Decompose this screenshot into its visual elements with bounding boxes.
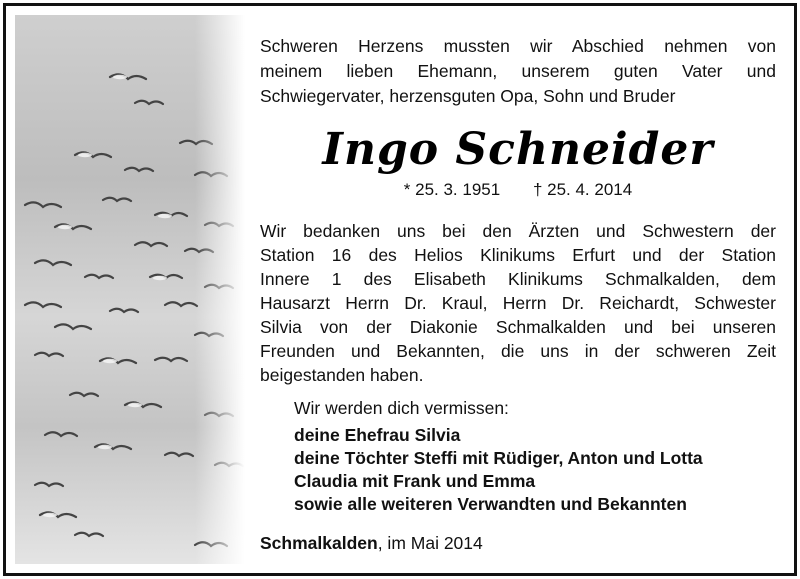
birth-date: * 25. 3. 1951 (403, 180, 501, 199)
place-date (260, 533, 483, 554)
seagulls-photo (15, 15, 245, 564)
thanks-line: Innere 1 des Elisabeth Klinikums Schmalkalden, dem (260, 269, 776, 289)
intro-line: Schwiegervater, herzensguten Opa, Sohn und Bruder (260, 86, 676, 106)
thanks-line: Freunden und Bekannten, die uns in der schweren Zeit (260, 341, 776, 361)
life-dates (260, 180, 776, 200)
deceased-name: Ingo Schneider (322, 124, 714, 175)
intro-line: Schweren Herzens mussten wir Abschied nehmen von (260, 36, 776, 56)
obituary-notice (3, 3, 797, 576)
signatures (294, 424, 703, 516)
signature-line: deine Ehefrau Silvia (294, 425, 461, 445)
place-name: Schmalkalden (260, 533, 378, 553)
signature-line: Claudia mit Frank und Emma (294, 471, 536, 491)
signature-line: deine Töchter Steffi mit Rüdiger, Anton und Lotta (294, 448, 703, 468)
thanks-line: Silvia von der Diakonie Schmalkalden und bei unseren (260, 317, 776, 337)
thanks-text (260, 219, 776, 387)
signature-line: sowie alle weiteren Verwandten und Bekannten (294, 494, 687, 514)
thanks-line: Hausarzt Herrn Dr. Kraul, Herrn Dr. Reichardt, Schwester (260, 293, 776, 313)
thanks-line: Station 16 des Helios Klinikums Erfurt und der Station (260, 245, 776, 265)
death-date: † 25. 4. 2014 (532, 180, 633, 199)
thanks-line: Wir bedanken uns bei den Ärzten und Schwestern der (260, 221, 776, 241)
miss-text: Wir werden dich vermissen: (294, 398, 509, 418)
notice-date: , im Mai 2014 (377, 533, 483, 553)
photo-fade-edge (195, 15, 245, 564)
intro-line: meinem lieben Ehemann, unserem guten Vater und (260, 61, 776, 81)
intro-text (260, 34, 776, 109)
thanks-line: beigestanden haben. (260, 365, 424, 385)
